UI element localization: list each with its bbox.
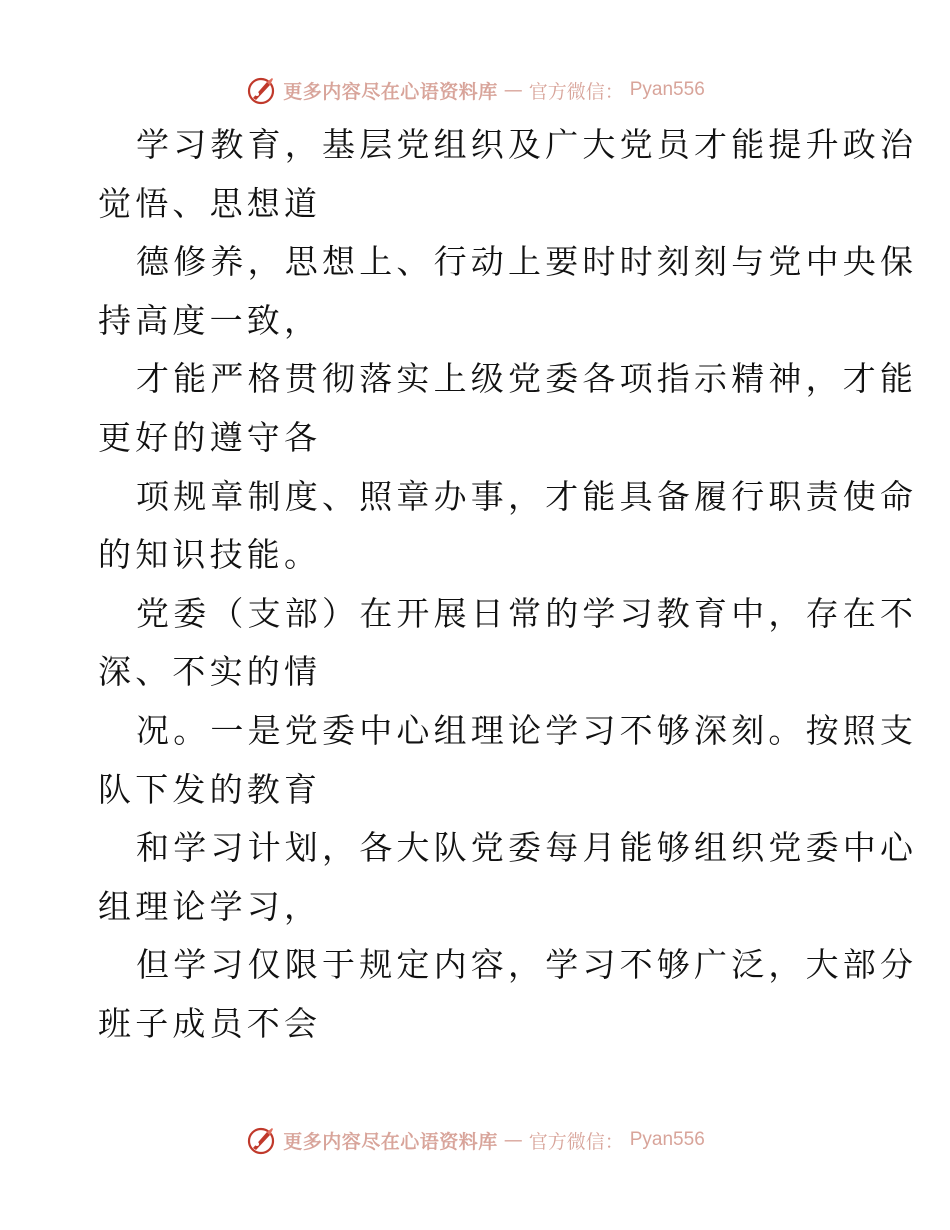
quill-pen-logo-icon [245,1124,277,1156]
text-line: 持高度一致， [98,300,322,340]
text-line: 但学习仅限于规定内容，学习不够广泛，大部分 [136,945,918,985]
text-line: 德修养，思想上、行动上要时时刻刻与党中央保 [136,242,918,282]
text-line: 党委（支部）在开展日常的学习教育中，存在不 [136,593,918,633]
text-line: 和学习计划，各大队党委每月能够组织党委中心 [136,828,918,868]
banner-separator: — [503,79,523,101]
banner-wechat-label: 官方微信： [528,1130,624,1153]
text-line: 学习教育，基层党组织及广大党员才能提升政治 [136,125,918,164]
text-line: 况。一是党委中心组理论学习不够深刻。按照支 [136,710,918,750]
header-banner [0,70,950,110]
text-line: 组理论学习， [98,886,322,926]
banner-wechat-label: 官方微信： [528,80,624,103]
text-line: 才能严格贯彻落实上级党委各项指示精神，才能 [136,359,918,399]
text-line: 的知识技能。 [98,535,322,575]
footer-banner [0,1120,950,1160]
banner-main-text: 更多内容尽在心语资料库 [283,1130,498,1153]
banner-separator: — [503,1129,523,1151]
body-text [98,116,918,1054]
banner-wechat-id: Pyan556 [629,79,705,100]
text-line: 班子成员不会 [98,1003,322,1043]
text-line: 更好的遵守各 [98,417,322,457]
banner-main-text: 更多内容尽在心语资料库 [283,80,498,103]
text-line: 项规章制度、照章办事，才能具备履行职责使命 [136,476,918,516]
text-line: 觉悟、思想道 [98,183,322,223]
text-line: 深、不实的情 [98,652,322,692]
banner-wechat-id: Pyan556 [629,1129,705,1150]
quill-pen-logo-icon [245,74,277,106]
text-line: 队下发的教育 [98,769,322,809]
